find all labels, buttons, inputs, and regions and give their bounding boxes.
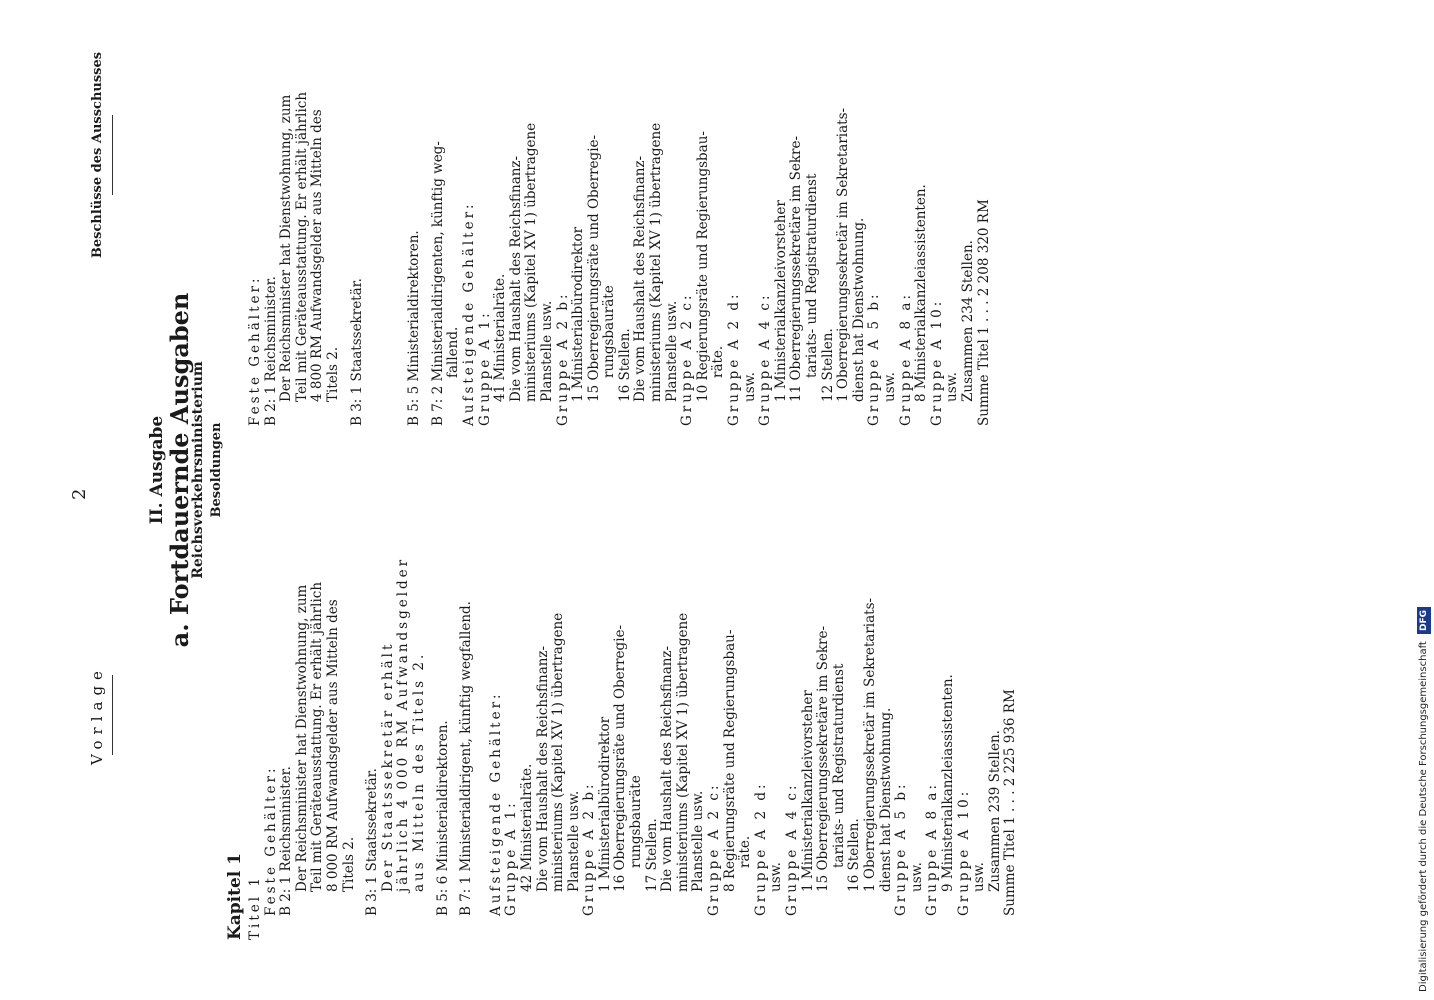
text-line: tariats- und Registraturdienst — [804, 173, 820, 378]
dfg-logo: DFG — [1417, 607, 1431, 634]
title-block — [147, 170, 224, 770]
text-line: 8 Regierungsräte und Regierungsbau- — [721, 629, 738, 892]
right-column-beschluesse — [248, 40, 992, 450]
sub-title: Besoldungen — [208, 422, 224, 518]
text-line: Zusammen 234 Stellen. — [959, 240, 976, 402]
header-right-text: Beschlüsse des Ausschusses — [90, 51, 105, 259]
text-line: rungsbauräte — [628, 775, 645, 868]
text-line: Gruppe A 1: — [503, 800, 520, 916]
text-line: B 7: 1 Ministerialdirigent, künftig wegfallend. — [458, 601, 475, 916]
header-vorlage — [90, 550, 113, 880]
text-line: 1 Ministerialkanzleivorsteher — [799, 690, 816, 892]
text-line — [475, 530, 489, 940]
text-line: Summe Titel 1 . . . 2 225 936 RM — [1002, 689, 1019, 916]
text-line: Gruppe A 1: — [476, 310, 493, 426]
text-line: usw. — [768, 862, 785, 892]
page-number: 2 — [69, 488, 90, 500]
text-line: ministeriums (Kapitel XV 1) übertragene — [674, 612, 691, 892]
text-line: Gruppe A 8 a: — [924, 781, 941, 916]
text-line: 1 Oberregierungssekretär im Sekretariats- — [835, 107, 852, 402]
text-line: 8 Ministerialkanzleiassistenten. — [913, 184, 930, 402]
text-line: 10 Regierungsräte und Regierungsbau- — [694, 131, 711, 402]
ministry-title: Reichsverkehrsministerium — [190, 361, 207, 579]
text-line: B 3: 1 Staatssekretär. — [364, 768, 381, 916]
text-line: Teil mit Geräteausstattung. Er erhält jährlich — [309, 581, 326, 892]
text-line — [379, 40, 393, 450]
text-line: 16 Stellen. — [846, 818, 863, 892]
text-line: tariats- und Registraturdienst — [830, 663, 847, 868]
text-line: 15 Oberregierungsräte und Oberregie- — [585, 134, 602, 402]
header-right-rule — [112, 115, 113, 195]
text-line: 12 Stellen. — [819, 328, 836, 402]
text-line: Die vom Haushalt des Reichsfinanz- — [507, 155, 524, 402]
text-line: räte. — [737, 835, 754, 868]
text-line: Titels 2. — [340, 836, 357, 892]
text-line: Gruppe A 4 c: — [757, 292, 774, 426]
text-line: B 2: 1 Reichsminister. — [278, 766, 295, 916]
text-line: 1 Ministerialkanzleivorsteher — [772, 200, 789, 402]
main-title: a. Fortdauernde Ausgaben — [164, 292, 194, 648]
header-left-rule — [112, 675, 113, 755]
text-line: B 5: 6 Ministerialdirektoren. — [434, 720, 451, 916]
text-line: Planstelle usw. — [690, 790, 707, 892]
text-line: Gruppe A 8 a: — [897, 291, 914, 426]
header-beschluesse — [90, 0, 113, 320]
document-page — [60, 20, 1434, 940]
text-line: Planstelle usw. — [538, 300, 555, 402]
text-line: fallend. — [445, 326, 462, 378]
dfg-notice — [1415, 8, 1433, 992]
text-line: 42 Ministerialräte. — [518, 763, 535, 892]
text-line: Gruppe A 2 b: — [581, 781, 598, 916]
text-line: 4 800 RM Aufwandsgelder aus Mitteln des — [309, 109, 326, 402]
text-line: Zusammen 239 Stellen. — [986, 730, 1003, 892]
text-line: Planstelle usw. — [565, 790, 582, 892]
text-line: ministeriums (Kapitel XV 1) übertragene — [523, 122, 540, 402]
text-line: ministeriums (Kapitel XV 1) übertragene — [550, 612, 567, 892]
text-line: aus Mitteln des Titels 2. — [410, 651, 427, 892]
text-line: Gruppe A 4 c: — [784, 782, 800, 916]
text-line: 11 Oberregierungssekretäre im Sekre- — [788, 135, 805, 402]
text-line: Aufsteigende Gehälter: — [487, 691, 504, 916]
text-line: Titels 2. — [324, 346, 341, 402]
text-line: Die vom Haushalt des Reichsfinanz- — [632, 155, 649, 402]
text-line: dienst hat Dienstwohnung. — [850, 217, 867, 402]
text-line: Feste Gehälter: — [247, 275, 263, 426]
text-line: 16 Stellen. — [616, 328, 633, 402]
text-line: Teil mit Geräteausstattung. Er erhält jährlich — [293, 91, 310, 402]
text-line: Feste Gehälter: — [262, 765, 279, 916]
text-line: Gruppe A 2 b: — [554, 291, 571, 426]
text-line: Planstelle usw. — [663, 300, 680, 402]
text-line: Gruppe A 2 d: — [726, 291, 743, 426]
text-line — [393, 40, 407, 450]
text-line: Die vom Haushalt des Reichsfinanz- — [659, 645, 676, 892]
text-line: dienst hat Dienstwohnung. — [877, 707, 894, 892]
text-line: 8 000 RM Aufwandsgelder aus Mitteln des — [324, 599, 341, 892]
text-line — [365, 40, 379, 450]
text-line: ministeriums (Kapitel XV 1) übertragene — [648, 122, 665, 402]
text-line: Gruppe A 2 c: — [679, 292, 696, 426]
text-line: B 5: 5 Ministerialdirektoren. — [406, 230, 423, 426]
dfg-sidebar — [1415, 8, 1433, 992]
text-line: B 3: 1 Staatssekretär. — [348, 278, 365, 426]
text-line: 17 Stellen. — [643, 818, 660, 892]
text-line: Gruppe A 5 b: — [866, 291, 883, 426]
text-line: Aufsteigende Gehälter: — [460, 201, 477, 426]
left-column-vorlage — [248, 530, 1019, 940]
text-line: usw. — [881, 372, 898, 402]
text-line: 41 Ministerialräte. — [492, 273, 509, 402]
text-line: Die vom Haushalt des Reichsfinanz- — [534, 645, 551, 892]
dfg-notice-text: Digitalisierung gefördert durch die Deutsche Forschungsgemeinschaft — [1418, 641, 1429, 992]
text-line: 1 Oberregierungssekretär im Sekretariats- — [861, 597, 878, 892]
text-line: Der Reichsminister hat Dienstwohnung, zum — [293, 584, 310, 892]
text-line: Gruppe A 5 b: — [893, 781, 910, 916]
text-line: usw. — [944, 372, 961, 402]
text-line: usw. — [971, 862, 988, 892]
section-title: II. Ausgabe — [147, 415, 167, 525]
text-line: Summe Titel 1 . . . 2 208 320 RM — [975, 199, 992, 426]
text-line: B 7: 2 Ministerialdirigenten, künftig weg- — [429, 141, 446, 426]
text-line: usw. — [741, 372, 758, 402]
text-line: Gruppe A 10: — [928, 298, 945, 426]
text-line: Gruppe A 2 c: — [706, 782, 723, 916]
text-line: Gruppe A 10: — [955, 788, 972, 916]
text-line: 1 Ministerialbürodirektor — [570, 226, 587, 402]
text-line: 1 Ministerialbürodirektor — [596, 716, 613, 892]
text-line: Titel 1 — [247, 875, 263, 940]
text-line: usw. — [908, 862, 925, 892]
text-line: B 2: 1 Reichsminister. — [262, 276, 279, 426]
text-line: 16 Oberregierungsräte und Oberregie- — [612, 624, 629, 892]
text-line: 9 Ministerialkanzleiassistenten. — [939, 674, 956, 892]
header-left-text: Vorlage — [88, 665, 106, 765]
text-line: Der Staatssekretär erhält — [379, 641, 396, 892]
text-line: räte. — [710, 345, 727, 378]
kapitel-heading: Kapitel 1 — [225, 852, 245, 940]
text-line: jährlich 4 000 RM Aufwandsgelder — [395, 556, 412, 892]
text-line: 15 Oberregierungssekretäre im Sekre- — [815, 625, 832, 892]
text-line: Gruppe A 2 d: — [752, 781, 769, 916]
text-line: rungsbauräte — [601, 285, 618, 378]
text-line: Der Reichsminister hat Dienstwohnung, zum — [278, 94, 295, 402]
